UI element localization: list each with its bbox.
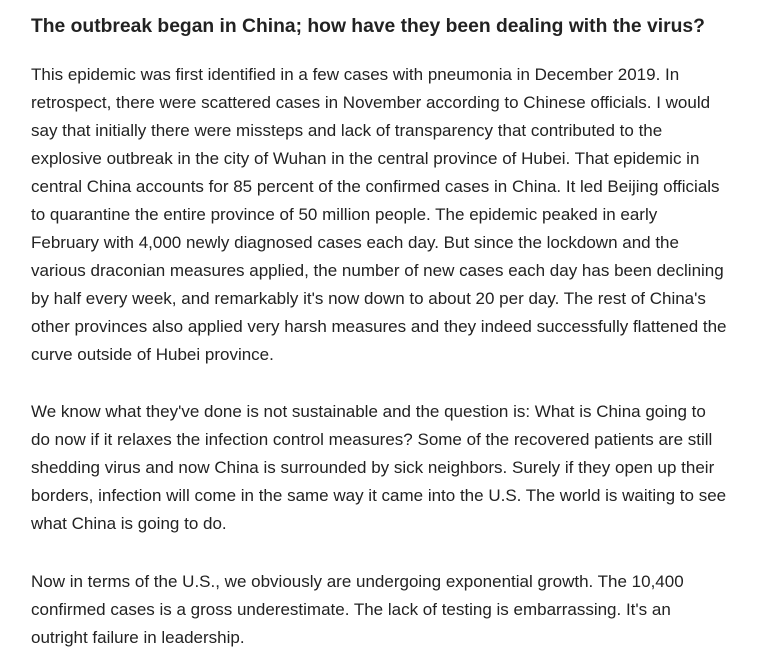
answer-paragraph-1	[31, 61, 771, 369]
paragraph-line: confirmed cases is a gross underestimate. The lack of testing is embarrassing. It's an	[31, 600, 671, 619]
paragraph-line: curve outside of Hubei province.	[31, 345, 274, 364]
paragraph-line: This epidemic was first identified in a few cases with pneumonia in December 2019. In	[31, 65, 680, 84]
paragraph-line: February with 4,000 newly diagnosed cases each day. But since the lockdown and the	[31, 233, 679, 252]
paragraph-line: borders, infection will come in the same way it came into the U.S. The world is waiting to see	[31, 486, 727, 505]
paragraph-line: Now in terms of the U.S., we obviously are undergoing exponential growth. The 10,400	[31, 572, 684, 591]
answer-paragraph-2	[31, 398, 771, 538]
paragraph-line: explosive outbreak in the city of Wuhan in the central province of Hubei. That epidemic in	[31, 149, 700, 168]
paragraph-line: various draconian measures applied, the number of new cases each day has been declining	[31, 261, 724, 280]
paragraph-line: outright failure in leadership.	[31, 628, 245, 647]
article-question-heading: The outbreak began in China; how have they been dealing with the virus?	[31, 16, 705, 37]
paragraph-line: We know what they've done is not sustainable and the question is: What is China going to	[31, 402, 706, 421]
paragraph-line: by half every week, and remarkably it's now down to about 20 per day. The rest of China's	[31, 289, 706, 308]
paragraph-line: what China is going to do.	[31, 514, 227, 533]
paragraph-line: to quarantine the entire province of 50 million people. The epidemic peaked in early	[31, 205, 658, 224]
paragraph-line: do now if it relaxes the infection control measures? Some of the recovered patients are still	[31, 430, 713, 449]
paragraph-line: other provinces also applied very harsh measures and they indeed successfully flattened the	[31, 317, 727, 336]
paragraph-line: shedding virus and now China is surrounded by sick neighbors. Surely if they open up their	[31, 458, 715, 477]
paragraph-line: say that initially there were missteps and lack of transparency that contributed to the	[31, 121, 663, 140]
paragraph-line: retrospect, there were scattered cases in November according to Chinese officials. I would	[31, 93, 711, 112]
paragraph-line: central China accounts for 85 percent of the confirmed cases in China. It led Beijing officials	[31, 177, 720, 196]
answer-paragraph-3	[31, 568, 771, 652]
